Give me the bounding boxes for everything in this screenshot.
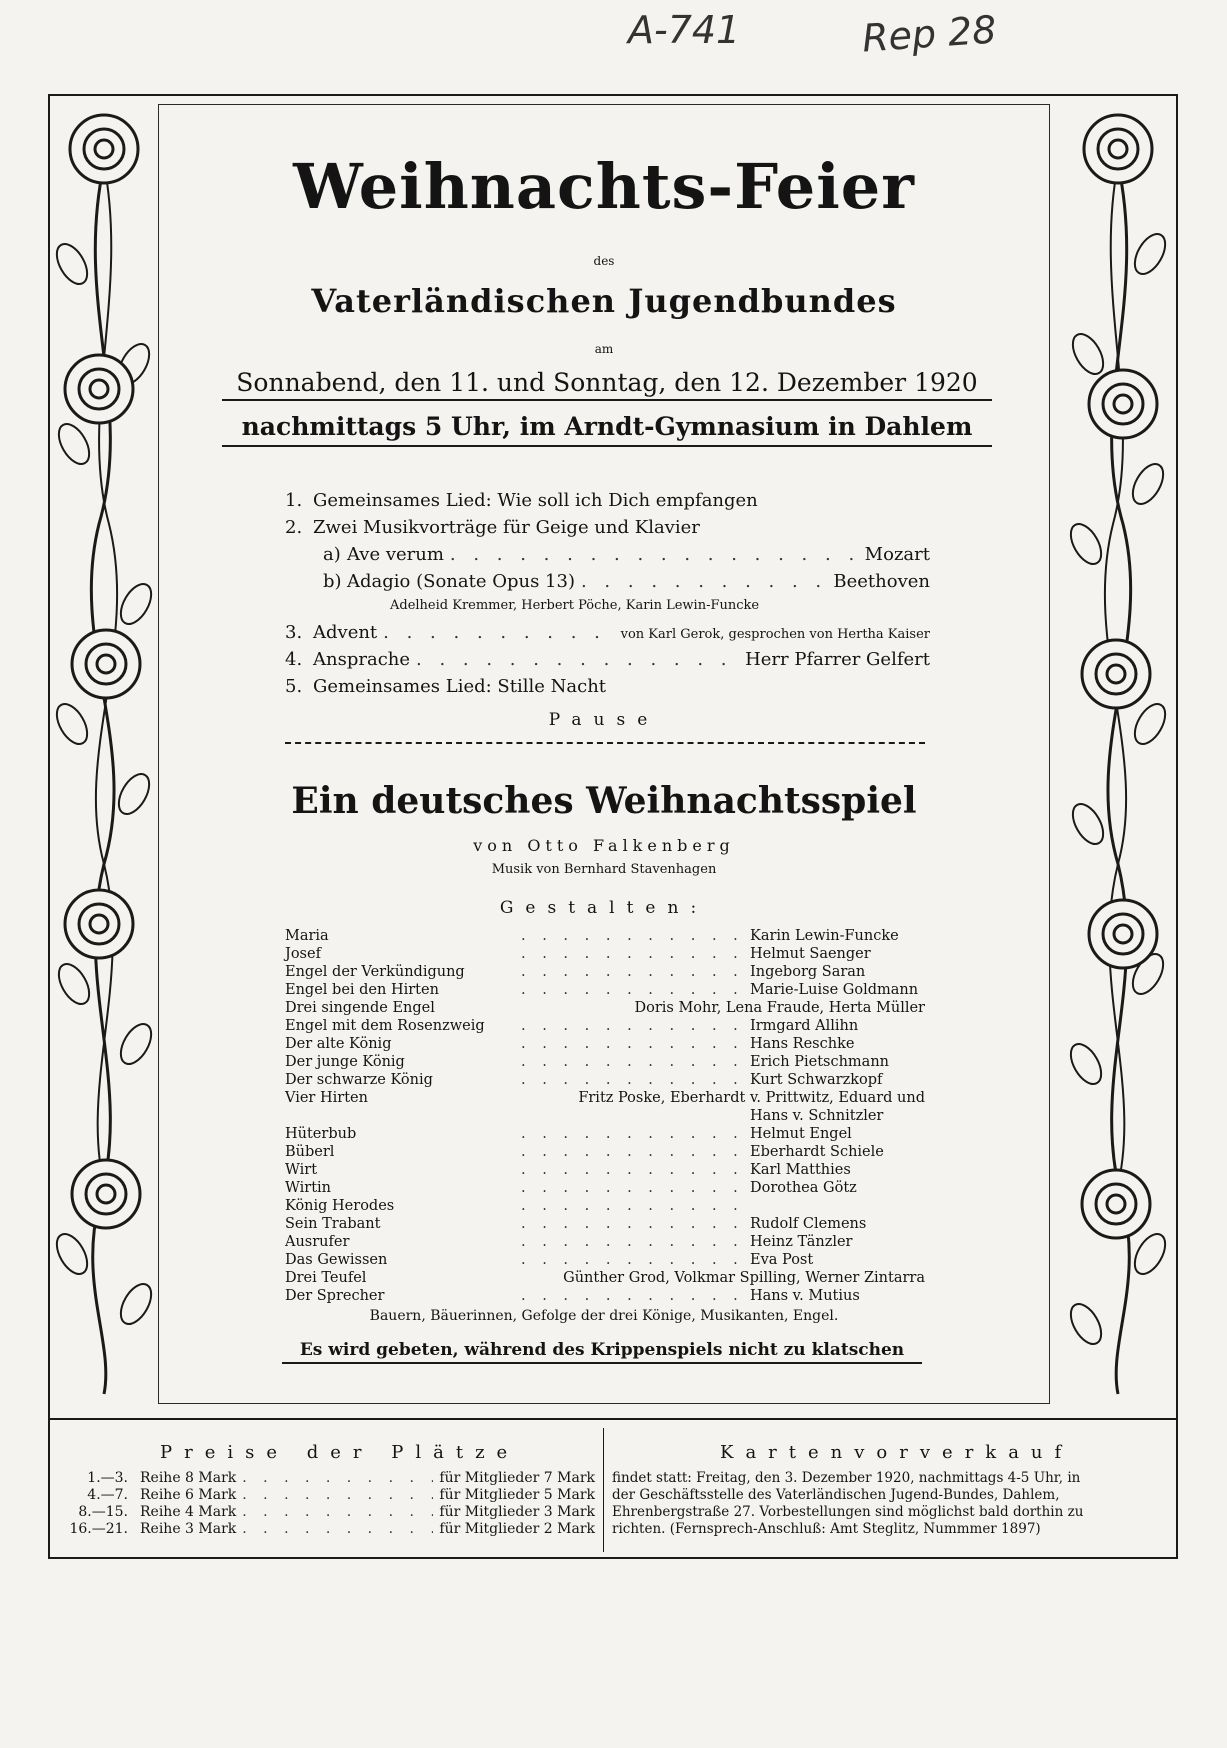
bottom-vertical-divider <box>603 1428 604 1552</box>
pause-label: Pause <box>548 710 660 730</box>
leader-dots <box>521 1144 744 1160</box>
archive-id-annotation: A-741 <box>628 8 741 52</box>
play-author: von Otto Falkenberg <box>473 836 735 855</box>
cast-row <box>285 1144 925 1162</box>
event-dates: Sonnabend, den 11. und Sonntag, den 12. Dezember 1920 <box>222 368 992 401</box>
cast-actor: Kurt Schwarzkopf <box>750 1072 883 1088</box>
program-item: a) Ave verum . . . Mozart <box>285 544 930 571</box>
des-label: des <box>593 254 615 268</box>
leader-dots <box>521 1252 744 1268</box>
cast-actor: Eva Post <box>750 1252 814 1268</box>
cast-row <box>285 982 925 1000</box>
cast-role: Büberl <box>285 1144 335 1160</box>
cast-role: Das Gewissen <box>285 1252 388 1268</box>
performers: Adelheid Kremmer, Herbert Pöche, Karin Lewin-Funcke <box>390 598 760 613</box>
presale-line: der Geschäftsstelle des Vaterländischen Jugend-Bundes, Dahlem, <box>612 1487 1060 1503</box>
cast-role: Der Sprecher <box>285 1288 385 1304</box>
cast-actors: Günther Grod, Volkmar Spilling, Werner Zintarra <box>563 1270 925 1286</box>
program-item: 2. Zwei Musikvorträge für Geige und Klavier <box>285 517 700 538</box>
cast-actor: Erich Pietschmann <box>750 1054 889 1070</box>
cast-actor: Karl Matthies <box>750 1162 851 1178</box>
presale-line: richten. (Fernsprech-Anschluß: Amt Steglitz, Nummmer 1897) <box>612 1521 1041 1537</box>
cast-row <box>285 964 925 982</box>
cast-actors: Fritz Poske, Eberhardt v. Prittwitz, Eduard und <box>578 1090 925 1106</box>
cast-role: Der junge König <box>285 1054 405 1070</box>
cast-row <box>285 928 925 946</box>
program-item: 3. Advent . . . von Karl Gerok, gesprochen von Hertha Kaiser <box>285 622 930 649</box>
cast-actor: Hans v. Schnitzler <box>750 1108 884 1124</box>
price-row: 4.—7. Reihe 6 Mark . . . für Mitglieder 5 Mark <box>60 1487 595 1504</box>
leader-dots <box>521 1018 744 1034</box>
prices-table <box>60 1470 595 1538</box>
cast-row <box>285 1252 925 1270</box>
leader-dots <box>521 982 744 998</box>
leader-dots <box>521 946 744 962</box>
cast-role: Der schwarze König <box>285 1072 433 1088</box>
cast-role: Wirtin <box>285 1180 332 1196</box>
program-item: b) Adagio (Sonate Opus 13) . . . Beethoven <box>285 571 930 598</box>
cast-heading: Gestalten: <box>499 898 709 918</box>
cast-row <box>285 1072 925 1090</box>
cast-role: Drei singende Engel <box>285 1000 435 1016</box>
leader-dots <box>521 1180 744 1196</box>
cast-actors: Doris Mohr, Lena Fraude, Herta Müller <box>634 1000 925 1016</box>
cast-actor: Helmut Engel <box>750 1126 852 1142</box>
cast-actor: Karin Lewin-Funcke <box>750 928 899 944</box>
section-divider <box>285 742 925 744</box>
cast-row <box>285 1162 925 1180</box>
cast-actor: Hans v. Mutius <box>750 1288 860 1304</box>
cast-role: Hüterbub <box>285 1126 357 1142</box>
am-label: am <box>594 342 614 356</box>
cast-row <box>285 946 925 964</box>
presale-line: Ehrenbergstraße 27. Vorbestellungen sind möglichst bald dorthin zu <box>612 1504 1084 1520</box>
cast-role: Engel bei den Hirten <box>285 982 439 998</box>
play-title: Ein deutsches Weihnachtsspiel <box>291 780 917 822</box>
cast-role: Wirt <box>285 1162 318 1178</box>
cast-actor: Ingeborg Saran <box>750 964 866 980</box>
cast-row <box>285 1108 925 1126</box>
leader-dots <box>521 1072 744 1088</box>
cast-role: König Herodes <box>285 1198 395 1214</box>
cast-actor: Irmgard Allihn <box>750 1018 859 1034</box>
program-item: 5. Gemeinsames Lied: Stille Nacht <box>285 676 607 697</box>
cast-row <box>285 1234 925 1252</box>
cast-row <box>285 1126 925 1144</box>
rose-vine-right <box>1068 104 1168 1404</box>
cast-actor: Hans Reschke <box>750 1036 855 1052</box>
cast-list <box>285 928 925 1306</box>
leader-dots <box>521 1216 744 1232</box>
prices-heading: Preise der Plätze <box>160 1442 520 1463</box>
rose-vine-left <box>54 104 154 1404</box>
price-row: 16.—21. Reihe 3 Mark . . . für Mitglieder 2 Mark <box>60 1521 595 1538</box>
cast-actor: Heinz Tänzler <box>750 1234 853 1250</box>
leader-dots <box>521 1036 744 1052</box>
leader-dots <box>521 1126 744 1142</box>
leader-dots <box>521 1288 744 1304</box>
leader-dots <box>521 1234 744 1250</box>
play-music: Musik von Bernhard Stavenhagen <box>491 862 717 877</box>
cast-actor: Marie-Luise Goldmann <box>750 982 919 998</box>
cast-row <box>285 1090 925 1108</box>
time-and-place: nachmittags 5 Uhr, im Arndt-Gymnasium in Dahlem <box>222 412 992 447</box>
presale-heading: Kartenvorverkauf <box>720 1442 1074 1463</box>
cast-role: Engel der Verkündigung <box>285 964 465 980</box>
cast-row <box>285 1036 925 1054</box>
cast-row <box>285 1198 925 1216</box>
cast-actor: Eberhardt Schiele <box>750 1144 884 1160</box>
price-row: 1.—3. Reihe 8 Mark . . . für Mitglieder 7 Mark <box>60 1470 595 1487</box>
price-row: 8.—15. Reihe 4 Mark . . . für Mitglieder 3 Mark <box>60 1504 595 1521</box>
presale-line: findet statt: Freitag, den 3. Dezember 1920, nachmittags 4-5 Uhr, in <box>612 1470 1081 1486</box>
cast-row <box>285 1216 925 1234</box>
leader-dots <box>521 1054 744 1070</box>
organization-name: Vaterländischen Jugendbundes <box>311 282 897 320</box>
cast-row <box>285 1054 925 1072</box>
cast-row <box>285 1288 925 1306</box>
cast-role: Vier Hirten <box>285 1090 368 1106</box>
cast-row <box>285 1180 925 1198</box>
cast-role: Ausrufer <box>285 1234 350 1250</box>
cast-role: Drei Teufel <box>285 1270 367 1286</box>
leader-dots <box>521 1198 744 1214</box>
program-list <box>285 490 930 703</box>
cast-row <box>285 1000 925 1018</box>
cast-row <box>285 1270 925 1288</box>
presale-text <box>612 1470 1168 1538</box>
cast-role: Sein Trabant <box>285 1216 381 1232</box>
leader-dots <box>521 964 744 980</box>
cast-actor: Helmut Saenger <box>750 946 871 962</box>
cast-role: Engel mit dem Rosenzweig <box>285 1018 485 1034</box>
bottom-divider <box>48 1418 1178 1420</box>
page-title: Weihnachts-Feier <box>293 150 915 223</box>
shelf-note-annotation: Rep 28 <box>860 7 998 61</box>
program-item: 4. Ansprache . . . Herr Pfarrer Gelfert <box>285 649 930 676</box>
program-item: 1. Gemeinsames Lied: Wie soll ich Dich empfangen <box>285 490 758 511</box>
applause-notice: Es wird gebeten, während des Krippenspiels nicht zu klatschen <box>282 1340 922 1364</box>
cast-row <box>285 1018 925 1036</box>
cast-role: Maria <box>285 928 329 944</box>
cast-role: Der alte König <box>285 1036 392 1052</box>
extras-line: Bauern, Bäuerinnen, Gefolge der drei Könige, Musikanten, Engel. <box>369 1308 839 1324</box>
leader-dots <box>521 928 744 944</box>
cast-actor: Rudolf Clemens <box>750 1216 867 1232</box>
cast-actor: Dorothea Götz <box>750 1180 857 1196</box>
cast-role: Josef <box>285 946 321 962</box>
leader-dots <box>521 1162 744 1178</box>
